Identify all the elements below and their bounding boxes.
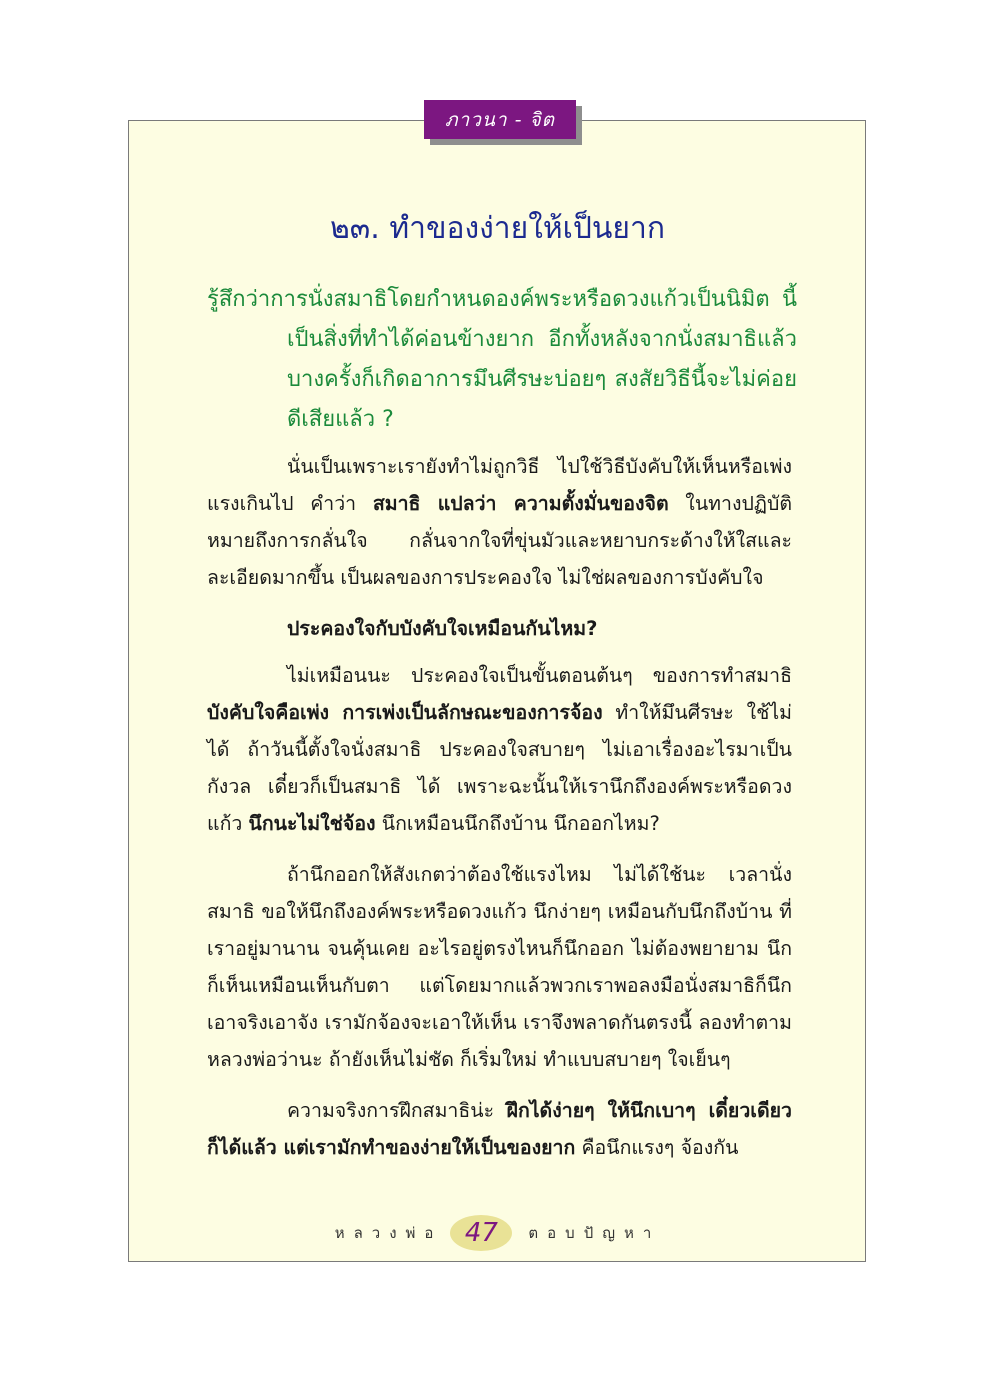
sub-question: ประคองใจกับบังคับใจเหมือนกันไหม? xyxy=(287,617,598,640)
footer-book-title-right: ตอบปัญหา xyxy=(528,1224,661,1242)
page-footer xyxy=(130,1213,865,1253)
question-text: รู้สึกว่าการนั่งสมาธิโดยกำหนดองค์พระหรือดวงแก้วเป็นนิมิต นี้เป็นสิ่งที่ทำได้ค่อนข้างยาก อีกทั้งหลังจากนั่งสมาธิแล้ว บางครั้งก็เกิดอาการมึนศีรษะบ่อยๆ สงสัยวิธีนี้จะไม่ค่อยดีเสียแล้ว ? xyxy=(207,287,797,432)
emphasis: บังคับใจคือเพ่ง การเพ่งเป็นลักษณะของการจ้อง xyxy=(207,701,603,724)
emphasis: สมาธิ แปลว่า ความตั้งมั่นของจิต xyxy=(372,492,669,515)
chapter-title: ๒๓. ทำของง่ายให้เป็นยาก xyxy=(329,211,666,246)
section-tab: ภาวนา - จิต xyxy=(424,100,576,139)
emphasis: ฝึกได้ง่ายๆ ให้นึกเบาๆ เดี๋ยวเดียวก็ได้แล้ว แต่เรามักทำของง่ายให้เป็นของยาก xyxy=(207,1099,792,1159)
answer-body xyxy=(207,448,792,1180)
paragraph-1: นั่นเป็นเพราะเรายังทำไม่ถูกวิธี ไปใช้วิธีบังคับให้เห็นหรือเพ่งแรงเกินไป คำว่า สมาธิ แปลว่า ความตั้งมั่นของจิต ในทางปฏิบัติ หมายถึงการกลั่นใจ กลั่นจากใจที่ขุ่นมัวและหยาบกระด้างให้ใสและละเอียดมากขึ้น เป็นผลของการประคองใจ ไม่ใช่ผลของการบังคับใจ xyxy=(207,455,792,589)
footer-book-title-left: หลวงพ่อ xyxy=(334,1224,443,1242)
emphasis: นึกนะไม่ใช่จ้อง xyxy=(248,812,376,835)
page-number: 47 xyxy=(450,1215,512,1251)
paragraph-2: ไม่เหมือนนะ ประคองใจเป็นขั้นตอนต้นๆ ของการทำสมาธิ บังคับใจคือเพ่ง การเพ่งเป็นลักษณะของการจ้อง ทำให้มึนศีรษะ ใช้ไม่ได้ ถ้าวันนี้ตั้งใจนั่งสมาธิ ประคองใจสบายๆ ไม่เอาเรื่องอะไรมาเป็นกังวล เดี๋ยวก็เป็นสมาธิ ได้ เพราะฉะนั้นให้เรานึกถึงองค์พระหรือดวงแก้ว นึกนะไม่ใช่จ้อง นึกเหมือนนึกถึงบ้าน นึกออกไหม? xyxy=(207,664,793,835)
paragraph-3: ถ้านึกออกให้สังเกตว่าต้องใช้แรงไหม ไม่ได้ใช้นะ เวลานั่งสมาธิ ขอให้นึกถึงองค์พระหรือดวงแก้ว นึกง่ายๆ เหมือนกับนึกถึงบ้าน ที่เราอยู่มานาน จนคุ้นเคย อะไรอยู่ตรงไหนก็นึกออก ไม่ต้องพยายาม นึกก็เห็นเหมือนเห็นกับตา แต่โดยมากแล้วพวกเราพอลงมือนั่งสมาธิก็นึกเอาจริงเอาจัง เรามักจ้องจะเอาให้เห็น เราจึงพลาดกันตรงนี้ ลองทำตามหลวงพ่อว่านะ ถ้ายังเห็นไม่ชัด ก็เริ่มใหม่ ทำแบบสบายๆ ใจเย็นๆ xyxy=(207,863,792,1071)
paragraph-4: ความจริงการฝึกสมาธิน่ะ ฝึกได้ง่ายๆ ให้นึกเบาๆ เดี๋ยวเดียวก็ได้แล้ว แต่เรามักทำของง่ายให้เป็นของยาก คือนึกแรงๆ จ้องกัน xyxy=(207,1099,792,1159)
